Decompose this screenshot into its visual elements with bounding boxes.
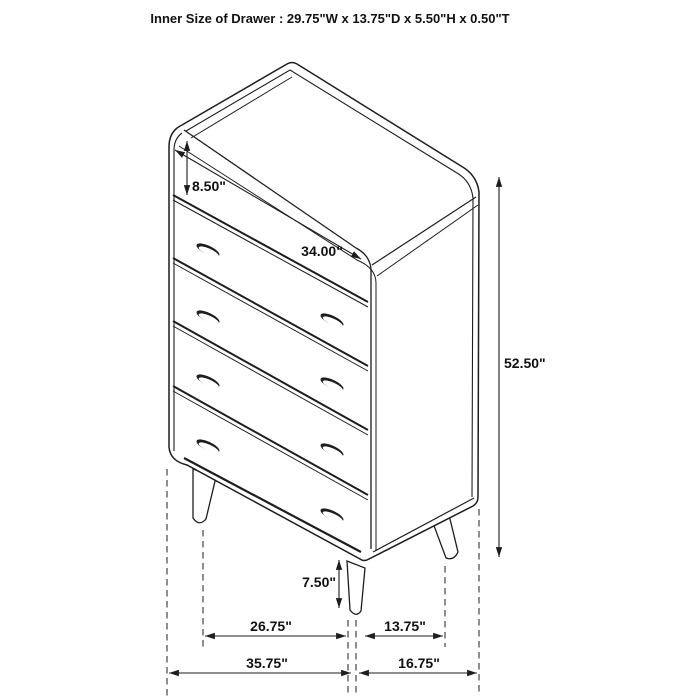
dim-label-top-drawer-height: 8.50" bbox=[192, 178, 226, 194]
dim-label-leg-height: 7.50" bbox=[302, 574, 336, 590]
dim-label-side-leg-spacing: 13.75" bbox=[384, 618, 426, 634]
chest-silhouette bbox=[169, 63, 479, 561]
front-leg bbox=[347, 561, 365, 614]
dim-front-leg-spacing bbox=[205, 618, 346, 636]
dim-label-top-width: 34.00" bbox=[301, 243, 343, 259]
dim-label-overall-width: 35.75" bbox=[246, 655, 288, 671]
dim-overall-width bbox=[169, 655, 351, 673]
dim-leg-height bbox=[302, 560, 339, 608]
dim-overall-height bbox=[499, 177, 546, 557]
dim-side-leg-spacing bbox=[365, 618, 443, 636]
dim-overall-depth bbox=[359, 655, 477, 673]
dim-label-front-leg-spacing: 26.75" bbox=[250, 618, 292, 634]
page-title: Inner Size of Drawer : 29.75"W x 13.75"D x 5.50"H x 0.50"T bbox=[150, 11, 510, 26]
dim-label-overall-depth: 16.75" bbox=[398, 655, 440, 671]
dim-label-overall-height: 52.50" bbox=[504, 355, 546, 371]
